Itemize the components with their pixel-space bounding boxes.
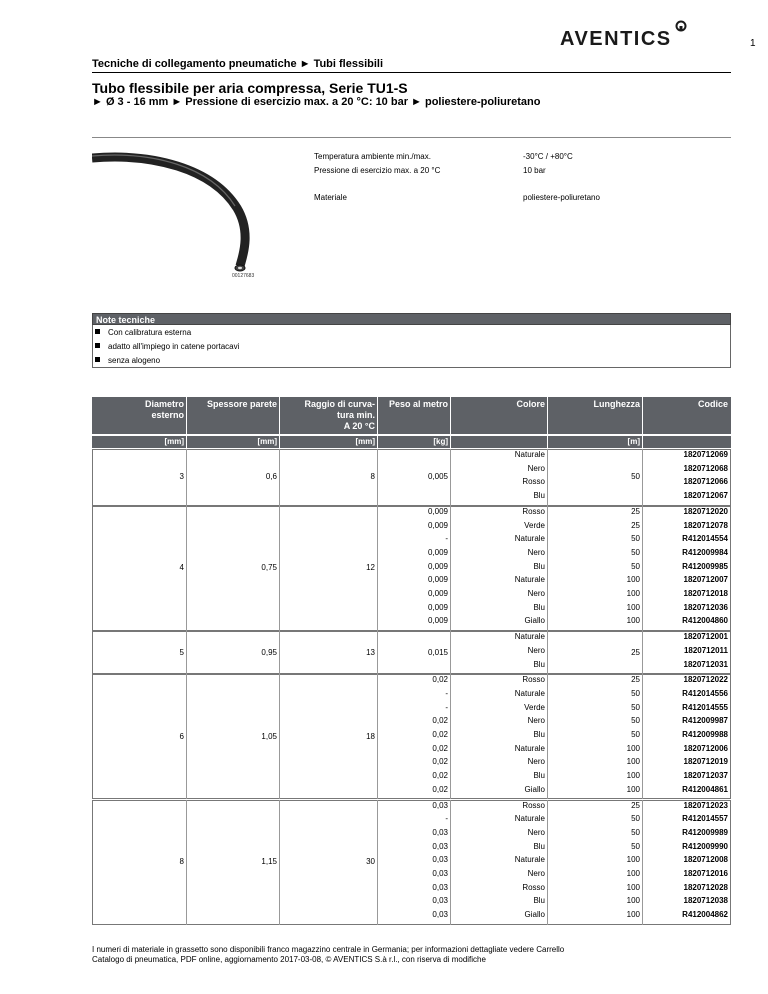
table-column-separator xyxy=(450,674,451,799)
note-item: adatto all'impiego in catene portacavi xyxy=(95,342,239,351)
cell-length: 100 xyxy=(626,602,640,612)
cell-length: 50 xyxy=(631,716,640,726)
table-column-separator xyxy=(279,449,280,506)
cell-color: Naturale xyxy=(514,814,545,824)
cell-length: 25 xyxy=(631,506,640,516)
cell-code: R412009984 xyxy=(682,547,728,557)
cell-color: Naturale xyxy=(514,450,545,459)
logo-mark-icon xyxy=(677,22,686,32)
note-item: senza alogeno xyxy=(95,356,160,365)
column-header-line: Lunghezza xyxy=(593,399,640,409)
cell-length: 50 xyxy=(631,547,640,557)
cell-weight: 0,03 xyxy=(432,910,448,920)
cell-color: Giallo xyxy=(524,910,545,920)
table-column-separator xyxy=(642,674,643,799)
cell-weight: 0,02 xyxy=(432,784,448,794)
column-unit-radius: [mm] xyxy=(355,437,375,446)
column-header-length xyxy=(550,399,640,410)
cell-code: 1820712036 xyxy=(683,602,728,612)
cell-weight: 0,015 xyxy=(427,647,448,657)
column-header-diameter xyxy=(94,399,184,421)
table-column-separator xyxy=(547,506,548,631)
cell-weight: 0,009 xyxy=(427,506,448,516)
header-divider xyxy=(92,72,731,73)
cell-length: 100 xyxy=(626,855,640,865)
cell-code: R412009989 xyxy=(682,827,728,837)
table-column-separator xyxy=(186,506,187,631)
table-column-separator xyxy=(377,800,378,925)
cell-length: 50 xyxy=(631,730,640,739)
cell-weight: 0,02 xyxy=(432,771,448,781)
column-header-line: A 20 °C xyxy=(343,421,375,431)
section-divider xyxy=(92,137,731,138)
header-column-separator xyxy=(547,397,548,448)
cell-diameter: 6 xyxy=(179,731,184,741)
column-header-line: Codice xyxy=(697,399,728,409)
cell-length: 25 xyxy=(631,520,640,530)
cell-color: Naturale xyxy=(514,855,545,865)
cell-code: 1820712037 xyxy=(683,771,728,781)
cell-code: 1820712023 xyxy=(683,800,728,810)
table-column-separator xyxy=(642,631,643,674)
spec-value-temperature: -30°C / +80°C xyxy=(523,152,573,161)
column-header-line: esterno xyxy=(151,410,184,420)
cell-code: 1820712038 xyxy=(683,896,728,906)
spec-label-temperature: Temperatura ambiente min./max. xyxy=(314,152,431,161)
hose-product-image xyxy=(92,148,272,278)
column-header-line: Peso al metro xyxy=(388,399,448,409)
cell-code: R412004861 xyxy=(682,784,728,794)
cell-length: 25 xyxy=(631,647,640,657)
table-column-separator xyxy=(450,800,451,925)
table-column-separator xyxy=(377,631,378,674)
cell-code: R412009990 xyxy=(682,841,728,851)
spec-label-material: Materiale xyxy=(314,193,347,202)
cell-weight: 0,009 xyxy=(427,547,448,557)
cell-weight: 0,02 xyxy=(432,675,448,685)
cell-color: Naturale xyxy=(514,743,545,753)
column-unit-length: [m] xyxy=(627,437,640,446)
spec-value-pressure: 10 bar xyxy=(523,166,546,175)
cell-color: Nero xyxy=(527,463,545,473)
cell-diameter: 8 xyxy=(179,857,184,867)
cell-color: Giallo xyxy=(524,616,545,626)
header-column-separator xyxy=(377,397,378,448)
header-column-separator xyxy=(450,397,451,448)
table-column-separator xyxy=(279,506,280,631)
table-column-separator xyxy=(547,674,548,799)
brand-text: AVENTICS xyxy=(560,28,672,50)
header-column-separator xyxy=(279,397,280,448)
table-column-separator xyxy=(547,631,548,674)
cell-code: 1820712078 xyxy=(683,520,728,530)
cell-code: 1820712006 xyxy=(683,743,728,753)
cell-wall-thickness: 0,6 xyxy=(265,472,277,482)
cell-code: 1820712008 xyxy=(683,855,728,865)
table-column-separator xyxy=(377,506,378,631)
cell-color: Blu xyxy=(533,841,545,851)
cell-wall-thickness: 1,15 xyxy=(261,857,277,867)
cell-color: Blu xyxy=(533,602,545,612)
cell-color: Blu xyxy=(533,561,545,571)
cell-weight: 0,009 xyxy=(427,616,448,626)
cell-length: 50 xyxy=(631,814,640,824)
table-column-separator xyxy=(279,800,280,925)
cell-color: Rosso xyxy=(522,506,545,516)
cell-color: Rosso xyxy=(522,675,545,685)
column-header-color xyxy=(455,399,545,410)
spec-value-material: poliestere-poliuretano xyxy=(523,193,600,202)
table-column-separator xyxy=(450,506,451,631)
bullet-square-icon xyxy=(95,343,100,348)
cell-length: 50 xyxy=(631,561,640,571)
cell-bend-radius: 13 xyxy=(366,647,375,657)
cell-weight: 0,009 xyxy=(427,602,448,612)
notes-title: Note tecniche xyxy=(92,313,731,325)
cell-length: 50 xyxy=(631,702,640,712)
cell-weight: 0,005 xyxy=(427,472,448,482)
cell-code: 1820712007 xyxy=(683,575,728,585)
cell-weight: 0,03 xyxy=(432,869,448,878)
cell-length: 50 xyxy=(631,827,640,837)
column-header-line: Spessore parete xyxy=(206,399,277,409)
column-header-line: Raggio di curva- xyxy=(304,399,375,409)
cell-color: Nero xyxy=(527,827,545,837)
cell-color: Blu xyxy=(533,730,545,739)
table-column-separator xyxy=(547,800,548,925)
cell-color: Nero xyxy=(527,645,545,655)
cell-wall-thickness: 0,75 xyxy=(261,563,277,573)
cell-weight: 0,009 xyxy=(427,520,448,530)
cell-length: 50 xyxy=(631,472,640,482)
cell-weight: 0,02 xyxy=(432,743,448,753)
cell-length: 100 xyxy=(626,589,640,598)
cell-diameter: 5 xyxy=(179,647,184,657)
cell-code: 1820712016 xyxy=(683,869,728,878)
cell-color: Giallo xyxy=(524,784,545,794)
cell-weight: 0,03 xyxy=(432,827,448,837)
cell-weight: 0,02 xyxy=(432,716,448,726)
cell-color: Nero xyxy=(527,547,545,557)
column-header-line: Colore xyxy=(516,399,545,409)
table-column-separator xyxy=(186,674,187,799)
cell-weight: 0,03 xyxy=(432,855,448,865)
cell-code: 1820712001 xyxy=(683,632,728,642)
page-number: 1 xyxy=(750,38,756,49)
image-reference-id: 00127683 xyxy=(232,273,255,279)
cell-color: Blu xyxy=(533,896,545,906)
cell-code: R412009988 xyxy=(682,730,728,739)
page-title: Tubo flessibile per aria compressa, Serie TU1-S xyxy=(92,80,408,96)
table-column-separator xyxy=(186,631,187,674)
bullet-square-icon xyxy=(95,357,100,362)
table-column-separator xyxy=(642,506,643,631)
cell-length: 50 xyxy=(631,841,640,851)
table-column-separator xyxy=(450,631,451,674)
cell-weight: - xyxy=(445,702,448,712)
cell-length: 100 xyxy=(626,575,640,585)
cell-code: R412009987 xyxy=(682,716,728,726)
table-column-separator xyxy=(377,449,378,506)
cell-wall-thickness: 0,95 xyxy=(261,647,277,657)
cell-color: Blu xyxy=(533,771,545,781)
cell-color: Nero xyxy=(527,716,545,726)
cell-length: 100 xyxy=(626,869,640,878)
cell-color: Naturale xyxy=(514,575,545,585)
note-item: Con calibratura esterna xyxy=(95,328,191,337)
cell-color: Nero xyxy=(527,757,545,767)
cell-code: 1820712067 xyxy=(683,491,728,501)
table-column-separator xyxy=(450,449,451,506)
cell-code: R412004860 xyxy=(682,616,728,626)
cell-weight: - xyxy=(445,814,448,824)
breadcrumb: Tecniche di collegamento pneumatiche ► Tubi flessibili xyxy=(92,58,384,70)
table-column-separator xyxy=(377,674,378,799)
cell-bend-radius: 12 xyxy=(366,563,375,573)
header-column-separator xyxy=(642,397,643,448)
cell-code: 1820712022 xyxy=(683,675,728,685)
cell-color: Nero xyxy=(527,589,545,598)
cell-color: Naturale xyxy=(514,632,545,642)
cell-color: Blu xyxy=(533,659,545,669)
cell-weight: - xyxy=(445,688,448,698)
cell-weight: 0,03 xyxy=(432,896,448,906)
cell-length: 100 xyxy=(626,882,640,892)
cell-diameter: 4 xyxy=(179,563,184,573)
column-header-weight xyxy=(358,399,448,410)
cell-color: Rosso xyxy=(522,882,545,892)
cell-weight: 0,03 xyxy=(432,800,448,810)
cell-color: Verde xyxy=(524,702,545,712)
cell-length: 100 xyxy=(626,784,640,794)
cell-color: Verde xyxy=(524,520,545,530)
cell-code: R412014555 xyxy=(682,702,728,712)
footer-copyright: Catalogo di pneumatica, PDF online, aggiornamento 2017-03-08, © AVENTICS S.à r.l., con riserva di modifiche xyxy=(92,955,486,964)
table-column-separator xyxy=(186,449,187,506)
column-header-line: Diametro xyxy=(144,399,184,409)
cell-code: 1820712020 xyxy=(683,506,728,516)
cell-color: Naturale xyxy=(514,688,545,698)
cell-weight: 0,02 xyxy=(432,757,448,767)
column-unit-diameter: [mm] xyxy=(164,437,184,446)
cell-color: Naturale xyxy=(514,534,545,544)
cell-bend-radius: 8 xyxy=(370,472,375,482)
cell-code: R412014554 xyxy=(682,534,728,544)
cell-length: 100 xyxy=(626,616,640,626)
header-column-separator xyxy=(186,397,187,448)
cell-code: R412014556 xyxy=(682,688,728,698)
table-column-separator xyxy=(186,800,187,925)
cell-color: Rosso xyxy=(522,477,545,487)
cell-length: 50 xyxy=(631,534,640,544)
cell-length: 100 xyxy=(626,743,640,753)
cell-color: Blu xyxy=(533,491,545,501)
column-unit-wall: [mm] xyxy=(257,437,277,446)
footer-note: I numeri di materiale in grassetto sono disponibili franco magazzino centrale in Germania; per informazioni dettagliate vedere Carrello xyxy=(92,945,565,954)
cell-code: 1820712019 xyxy=(683,757,728,767)
cell-color: Nero xyxy=(527,869,545,878)
bullet-square-icon xyxy=(95,329,100,334)
cell-length: 100 xyxy=(626,896,640,906)
cell-bend-radius: 30 xyxy=(366,857,375,867)
cell-wall-thickness: 1,05 xyxy=(261,731,277,741)
page-subtitle: ► Ø 3 - 16 mm ► Pressione di esercizio max. a 20 °C: 10 bar ► poliestere-poliuretano xyxy=(92,96,541,108)
cell-length: 25 xyxy=(631,800,640,810)
cell-code: 1820712018 xyxy=(683,589,728,598)
cell-bend-radius: 18 xyxy=(366,731,375,741)
cell-weight: 0,009 xyxy=(427,575,448,585)
cell-diameter: 3 xyxy=(179,472,184,482)
column-header-line: tura min. xyxy=(336,410,375,420)
cell-weight: 0,02 xyxy=(432,730,448,739)
cell-length: 50 xyxy=(631,688,640,698)
table-column-separator xyxy=(547,449,548,506)
cell-code: R412004862 xyxy=(682,910,728,920)
aventics-logo xyxy=(560,15,688,51)
cell-code: R412014557 xyxy=(682,814,728,824)
table-column-separator xyxy=(642,449,643,506)
cell-color: Rosso xyxy=(522,800,545,810)
column-header-code xyxy=(638,399,728,410)
column-unit-weight: [kg] xyxy=(433,437,448,446)
cell-code: 1820712069 xyxy=(683,450,728,459)
spec-label-pressure: Pressione di esercizio max. a 20 °C xyxy=(314,166,441,175)
cell-length: 100 xyxy=(626,910,640,920)
cell-code: 1820712066 xyxy=(683,477,728,487)
cell-length: 100 xyxy=(626,757,640,767)
table-column-separator xyxy=(279,631,280,674)
table-column-separator xyxy=(642,800,643,925)
cell-weight: - xyxy=(445,534,448,544)
cell-length: 100 xyxy=(626,771,640,781)
table-column-separator xyxy=(279,674,280,799)
cell-code: 1820712068 xyxy=(683,463,728,473)
cell-weight: 0,03 xyxy=(432,882,448,892)
cell-code: R412009985 xyxy=(682,561,728,571)
column-header-wall xyxy=(187,399,277,410)
cell-code: 1820712031 xyxy=(683,659,728,669)
cell-code: 1820712011 xyxy=(683,645,728,655)
cell-weight: 0,009 xyxy=(427,561,448,571)
cell-length: 25 xyxy=(631,675,640,685)
cell-weight: 0,03 xyxy=(432,841,448,851)
cell-code: 1820712028 xyxy=(683,882,728,892)
cell-weight: 0,009 xyxy=(427,589,448,598)
